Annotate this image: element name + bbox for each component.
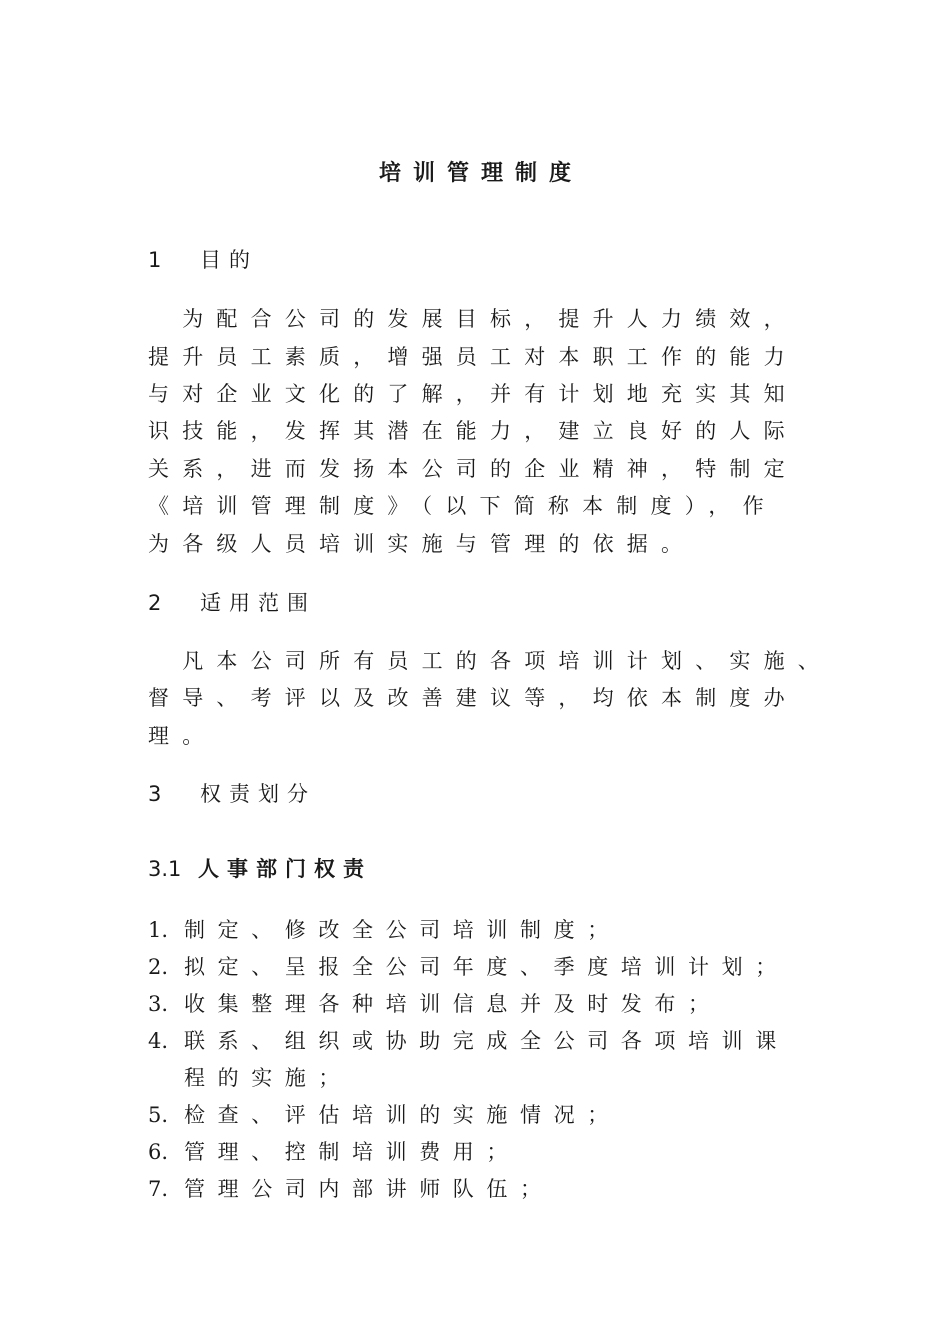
paragraph-line: 提升员工素质，增强员工对本职工作的能力: [148, 345, 798, 369]
section-number: 2: [148, 591, 162, 615]
paragraph-line: 识技能，发挥其潜在能力，建立良好的人际: [148, 419, 798, 443]
paragraph-line: 为各级人员培训实施与管理的依据。: [148, 532, 696, 556]
list-item: [148, 914, 621, 944]
section-1-heading: [148, 244, 258, 274]
list-number: 7.: [148, 1177, 169, 1201]
list-number: 1.: [148, 918, 169, 942]
list-text: 管理公司内部讲师队伍；: [184, 1177, 554, 1201]
list-text: 程的实施；: [184, 1066, 352, 1090]
list-number: 5.: [148, 1103, 169, 1127]
list-item-continuation: [148, 1062, 352, 1092]
list-text: 管理、控制培训费用；: [184, 1140, 520, 1164]
list-item: [148, 988, 722, 1018]
list-text: 拟定、呈报全公司年度、季度培训计划；: [184, 955, 789, 979]
list-item: [148, 1136, 520, 1166]
paragraph-line: 督导、考评以及改善建议等，均依本制度办: [148, 686, 798, 710]
list-item: [148, 1173, 554, 1203]
list-number: 2.: [148, 955, 169, 979]
list-item: [148, 1099, 621, 1129]
list-item: [148, 951, 789, 981]
section-2-heading: [148, 587, 316, 617]
list-text: 检查、评估培训的实施情况；: [184, 1103, 621, 1127]
paragraph-line: 凡本公司所有员工的各项培训计划、实施、: [148, 649, 832, 673]
section-title: 目的: [200, 248, 258, 272]
section-title: 人事部门权责: [198, 857, 372, 881]
list-text: 联系、组织或协助完成全公司各项培训课: [184, 1029, 789, 1053]
section-number: 3.1: [148, 857, 182, 881]
list-number: 3.: [148, 992, 169, 1016]
section-3-heading: [148, 778, 316, 808]
section-title: 权责划分: [200, 782, 316, 806]
section-3-1-heading: [148, 853, 372, 883]
list-text: 收集整理各种培训信息并及时发布；: [184, 992, 722, 1016]
list-number: 4.: [148, 1029, 169, 1053]
section-number: 1: [148, 248, 162, 272]
paragraph-line: 《培训管理制度》（以下简称本制度），作: [148, 494, 777, 518]
document-title: 培训管理制度: [378, 161, 583, 186]
list-text: 制定、修改全公司培训制度；: [184, 918, 621, 942]
section-number: 3: [148, 782, 162, 806]
list-item: [148, 1025, 789, 1055]
paragraph-line: 关系，进而发扬本公司的企业精神，特制定: [148, 457, 798, 481]
paragraph-line: 为配合公司的发展目标，提升人力绩效，: [148, 307, 798, 331]
paragraph-line: 与对企业文化的了解，并有计划地充实其知: [148, 382, 798, 406]
section-title: 适用范围: [200, 591, 316, 615]
paragraph-line: 理。: [148, 724, 217, 748]
list-number: 6.: [148, 1140, 169, 1164]
